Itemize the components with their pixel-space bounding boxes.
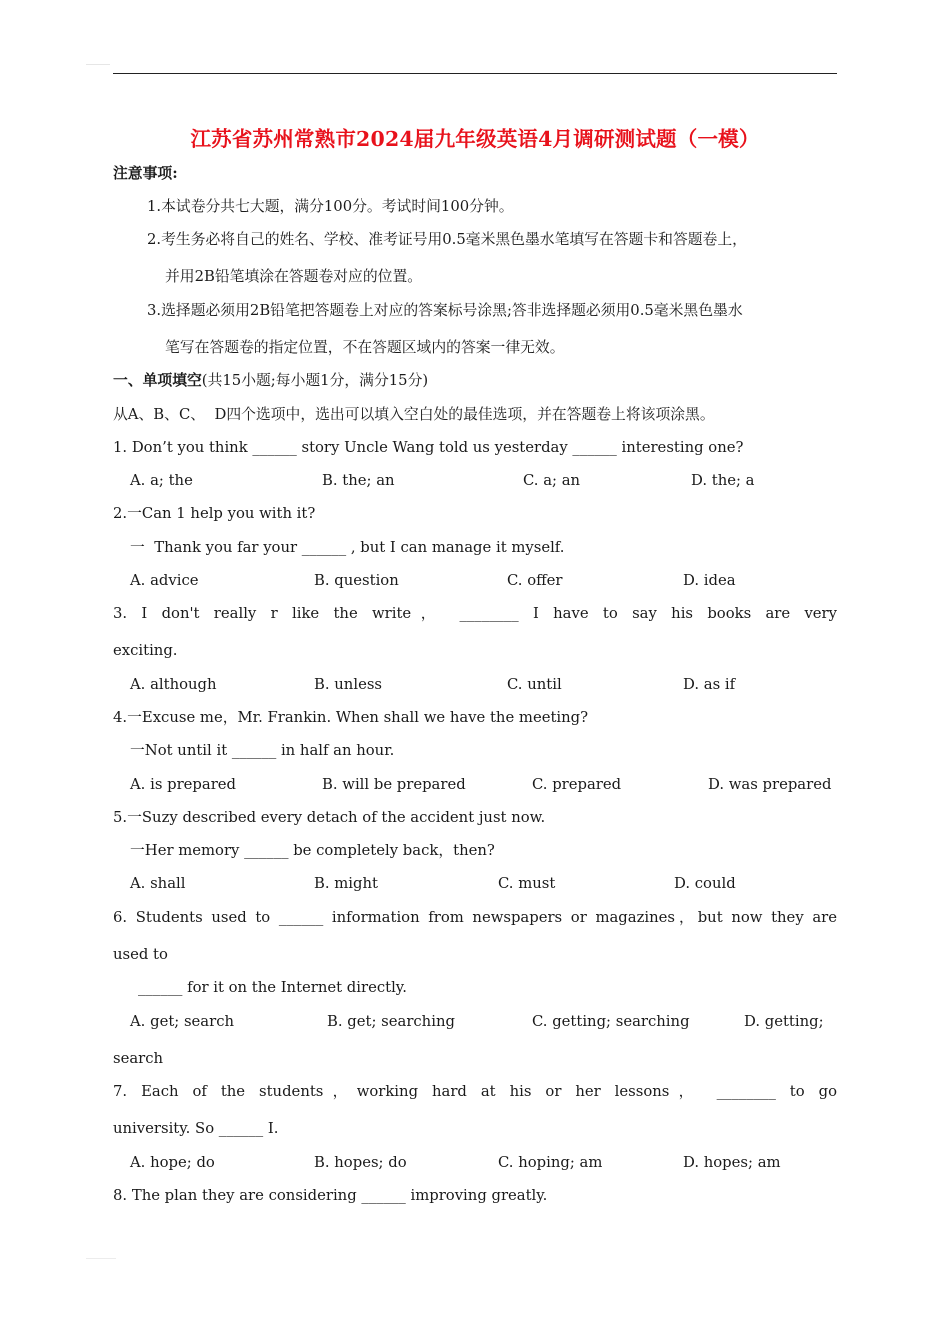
header-rule	[113, 73, 837, 74]
exam-title: 江苏省苏州常熟市2024届九年级英语4月调研测试题（一模）	[190, 127, 760, 151]
note-2: 2.考生务必将自己的姓名、学校、准考证号用0.5毫米黑色墨水笔填写在答题卡和答题卷上，	[147, 231, 747, 248]
note-3: 3.选择题必须用2B铅笔把答题卷上对应的答案标号涂黑;答非选择题必须用0.5毫米黑色墨水	[147, 302, 743, 319]
q4-option-a: A. is prepared	[130, 776, 237, 793]
q2-option-b: B. question	[314, 572, 399, 589]
q8-line1: 8. The plan they are considering ______ improving greatly.	[113, 1187, 548, 1204]
notes-heading: 注意事项:	[113, 165, 178, 182]
q6-line3: ______ for it on the Internet directly.	[138, 979, 407, 996]
section1-instruction: 从A、B、C、 D四个选项中，选出可以填入空白处的最佳选项，并在答题卷上将该项涂黑。	[113, 406, 715, 423]
q7-line2: university. So ______ I.	[113, 1120, 279, 1137]
q1-option-b: B. the; an	[322, 472, 395, 489]
q2-line2: 一 Thank you far your ______ , but I can manage it myself.	[130, 539, 565, 556]
q5-option-b: B. might	[314, 875, 378, 892]
q2-option-c: C. offer	[507, 572, 563, 589]
q5-option-d: D. could	[674, 875, 736, 892]
q7-option-a: A. hope; do	[130, 1154, 215, 1171]
q3-option-a: A. although	[130, 676, 217, 693]
q5-line2: 一Her memory ______ be completely back，then?	[130, 842, 495, 859]
q6-option-b: B. get; searching	[327, 1013, 455, 1030]
q5-option-c: C. must	[498, 875, 556, 892]
q1-stem: 1. Don’t you think ______ story Uncle Wang told us yesterday ______ interesting one?	[113, 439, 744, 456]
q7-line1: 7. Each of the students，working hard at his or her lessons， ________ to go	[113, 1083, 837, 1100]
q1-option-a: A. a; the	[130, 472, 193, 489]
note-3-cont: 笔写在答题卷的指定位置，不在答题区域内的答案一律无效。	[165, 339, 565, 356]
q1-option-c: C. a; an	[523, 472, 581, 489]
page-corner-mark-bottom	[86, 1258, 116, 1259]
q4-option-d: D. was prepared	[708, 776, 832, 793]
q7-option-d: D. hopes; am	[683, 1154, 781, 1171]
q6-option-d-cont: search	[113, 1050, 164, 1067]
q6-line1: 6. Students used to ______ information from newspapers or magazines，but now they are	[113, 909, 837, 926]
page-corner-mark	[86, 64, 110, 65]
q6-option-c: C. getting; searching	[532, 1013, 690, 1030]
q5-line1: 5.一Suzy described every detach of the accident just now.	[113, 809, 546, 826]
section1-heading-rest: (共15小题;每小题1分，满分15分)	[201, 372, 429, 389]
q6-option-a: A. get; search	[130, 1013, 235, 1030]
q5-option-a: A. shall	[130, 875, 186, 892]
q7-option-b: B. hopes; do	[314, 1154, 407, 1171]
q3-option-c: C. until	[507, 676, 562, 693]
q2-line1: 2.一Can 1 help you with it?	[113, 505, 316, 522]
q7-option-c: C. hoping; am	[498, 1154, 603, 1171]
q3-line1: 3. I don't really r like the write， ________ I have to say his books are very	[113, 605, 837, 622]
q2-option-d: D. idea	[683, 572, 736, 589]
q4-option-b: B. will be prepared	[322, 776, 466, 793]
q3-option-d: D. as if	[683, 676, 736, 693]
q3-line2: exciting.	[113, 642, 178, 659]
q4-line2: 一Not until it ______ in half an hour.	[130, 742, 395, 759]
section1-heading-bold: 一、单项填空	[113, 372, 202, 389]
section1-heading	[113, 371, 837, 391]
q6-line2: used to	[113, 946, 168, 963]
q4-option-c: C. prepared	[532, 776, 622, 793]
note-2-cont: 并用2B铅笔填涂在答题卷对应的位置。	[165, 268, 423, 285]
note-1: 1.本试卷分共七大题，满分100分。考试时间100分钟。	[147, 198, 514, 215]
q2-option-a: A. advice	[130, 572, 199, 589]
q1-option-d: D. the; a	[691, 472, 755, 489]
q6-option-d: D. getting;	[744, 1013, 824, 1030]
q3-option-b: B. unless	[314, 676, 383, 693]
q4-line1: 4.一Excuse me，Mr. Frankin. When shall we have the meeting?	[113, 709, 589, 726]
